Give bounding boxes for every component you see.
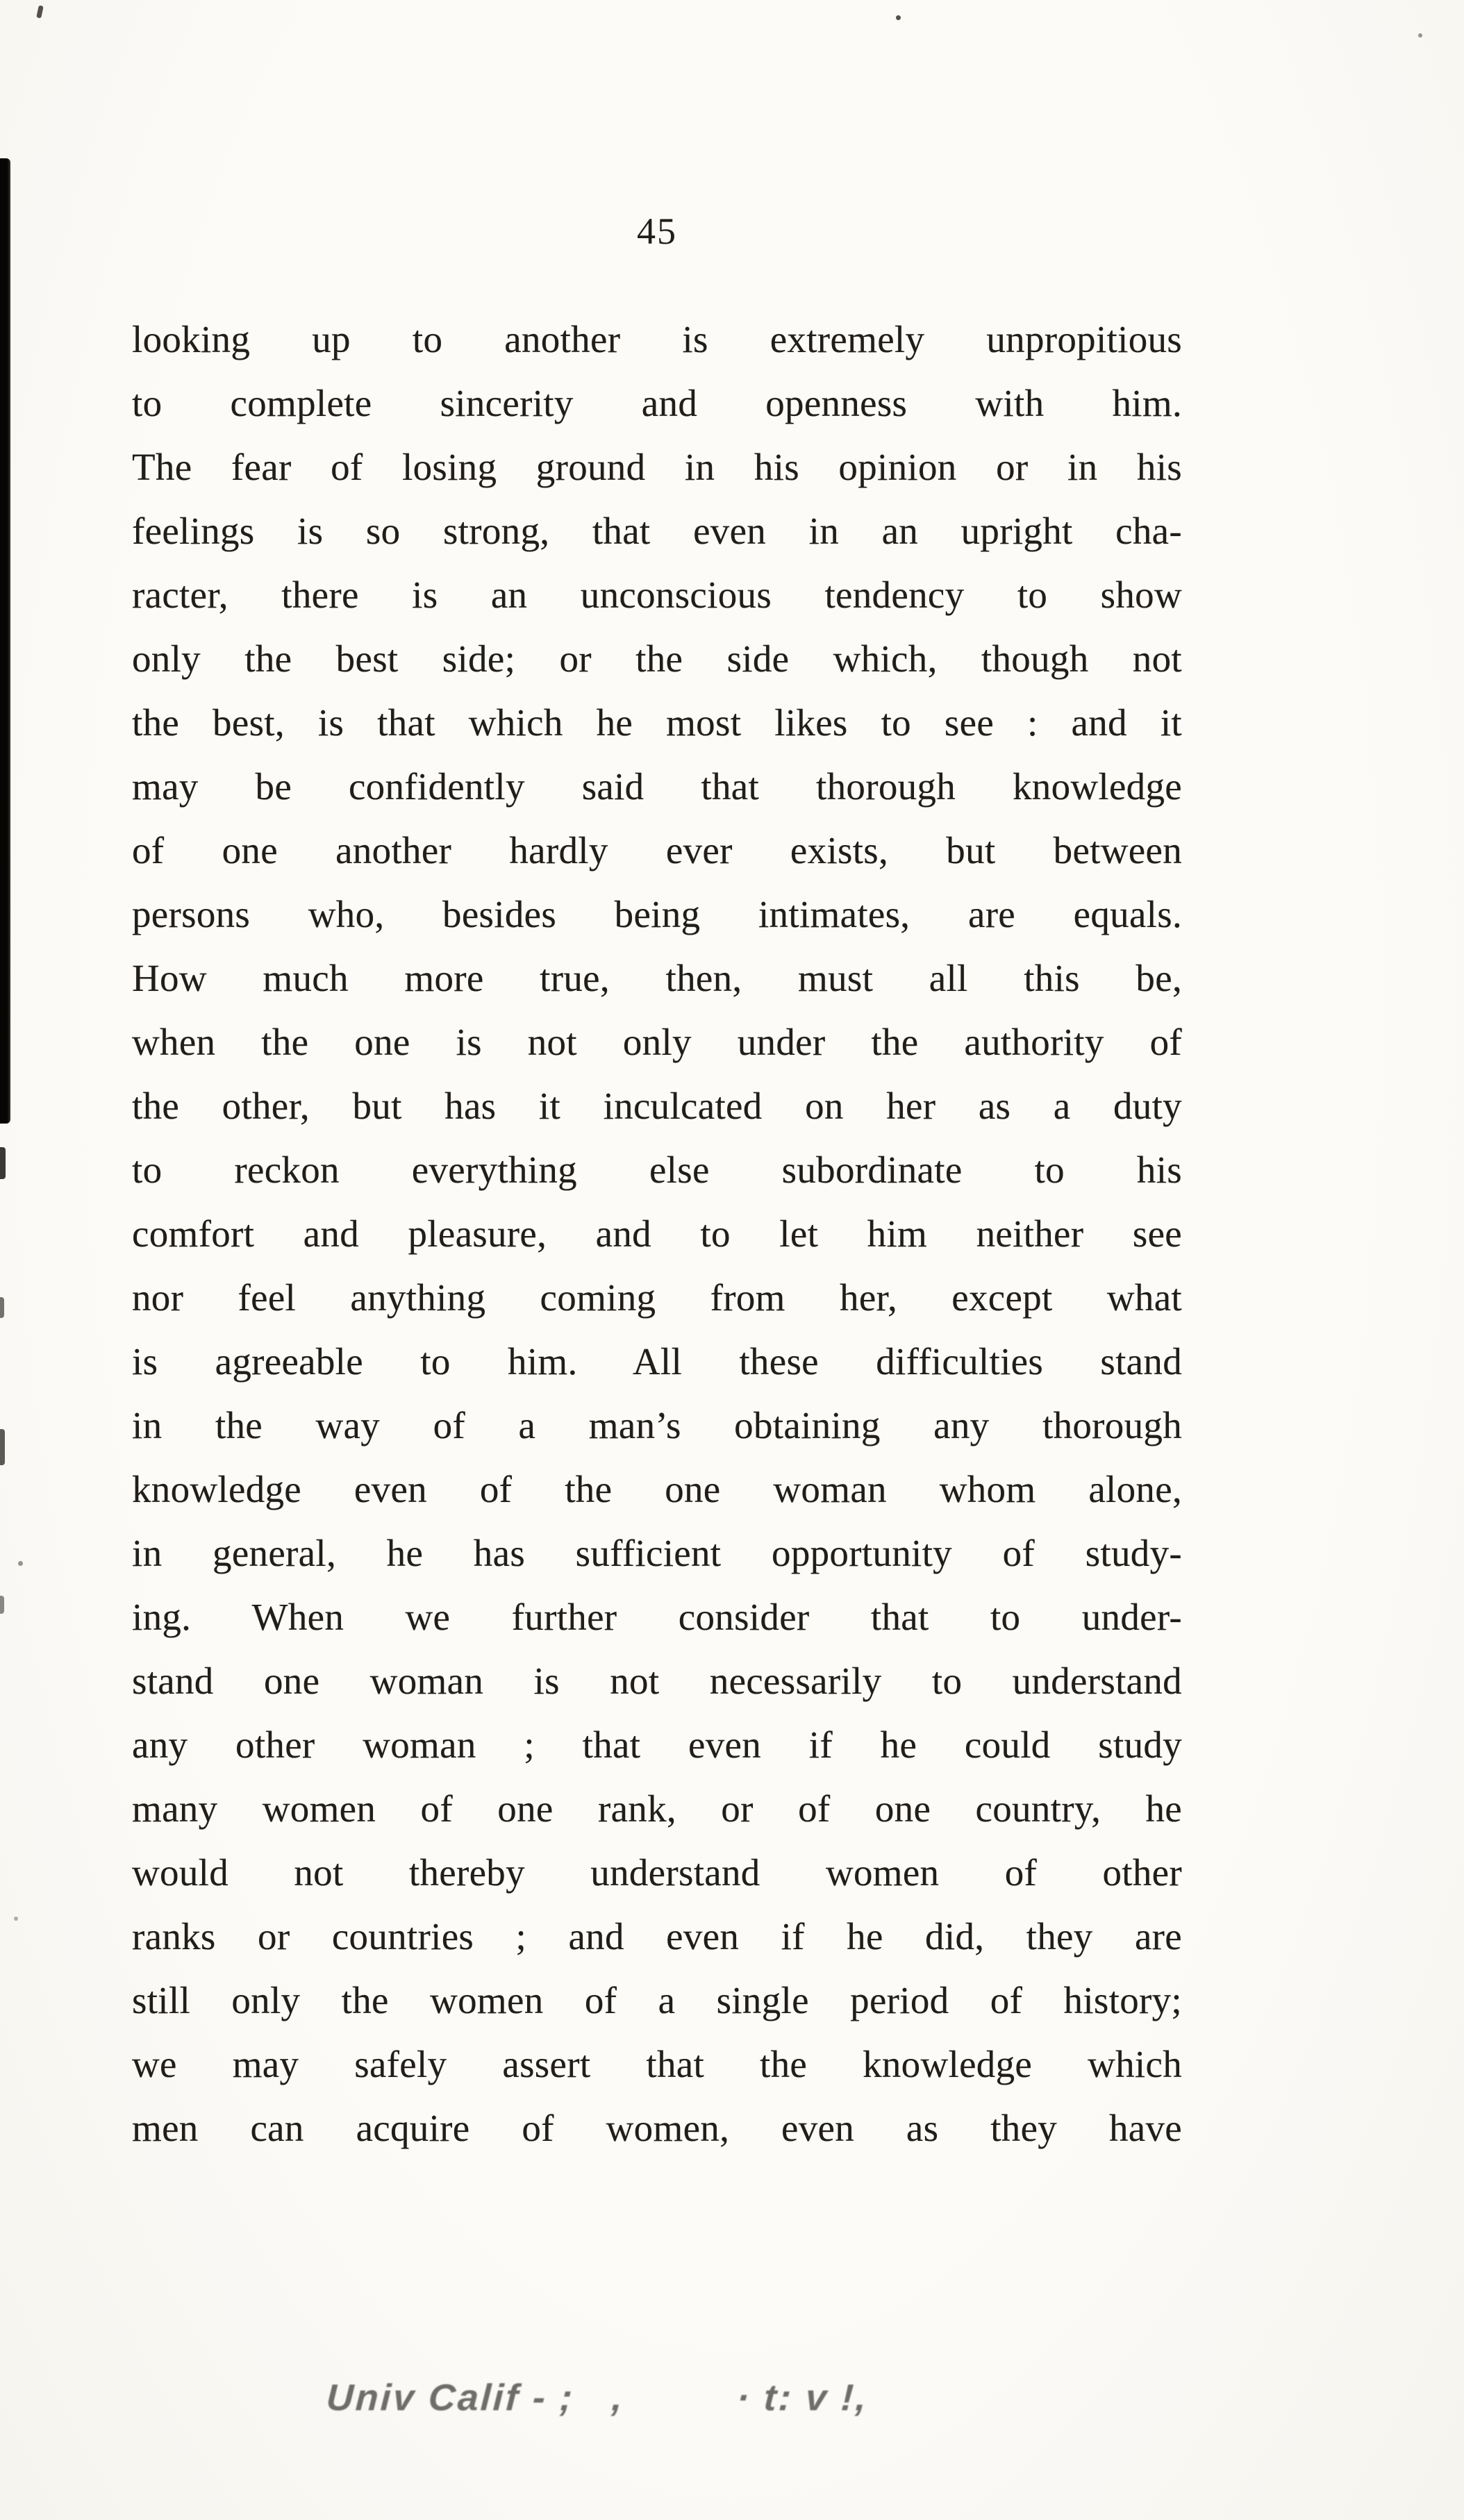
text-line: ranks or countries ; and even if he did, they are [132,1915,1182,1958]
body-text [132,308,1182,2160]
text-line: of one another hardly ever exists, but between [132,829,1182,871]
text-line: is agreeable to him. All these difficulties stand [132,1340,1182,1383]
text-line: racter, there is an unconscious tendency to show [132,574,1182,616]
scan-speck [36,5,44,18]
scan-speck [14,1917,18,1921]
text-line: persons who, besides being intimates, are equals. [132,893,1182,935]
text-line: stand one woman is not necessarily to understand [132,1660,1182,1702]
text-line: ing. When we further consider that to under- [132,1596,1182,1638]
text-line: only the best side; or the side which, though not [132,637,1182,680]
text-line: the best, is that which he most likes to see : and it [132,701,1182,744]
text-line: in general, he has sufficient opportunity of study- [132,1532,1182,1574]
scan-speck [1418,33,1422,37]
text-line: would not thereby understand women of other [132,1851,1182,1894]
scan-speck [896,15,901,20]
text-line: any other woman ; that even if he could study [132,1724,1182,1766]
text-line: The fear of losing ground in his opinion or in his [132,446,1182,488]
text-line: looking up to another is extremely unpropitious [132,318,1182,360]
binding-mark [0,1147,6,1179]
text-line: to complete sincerity and openness with him. [132,382,1182,424]
binding-shadow [0,158,10,1124]
page-number: 45 [637,210,677,252]
text-line: many women of one rank, or of one country, he [132,1787,1182,1830]
binding-mark [0,1297,4,1318]
binding-mark [0,1596,4,1614]
text-line: men can acquire of women, even as they have [132,2107,1182,2149]
text-line: still only the women of a single period of history; [132,1979,1182,2021]
scan-speck [18,1561,23,1566]
text-line: to reckon everything else subordinate to his [132,1149,1182,1191]
text-line: feelings is so strong, that even in an upright cha- [132,510,1182,552]
text-line: knowledge even of the one woman whom alone, [132,1468,1182,1510]
text-line: How much more true, then, must all this be, [132,957,1182,999]
text-line: we may safely assert that the knowledge which [132,2043,1182,2085]
text-line: when the one is not only under the authority of [132,1021,1182,1063]
text-line: in the way of a man’s obtaining any thorough [132,1404,1182,1446]
text-line: the other, but has it inculcated on her as a duty [132,1085,1182,1127]
text-line: may be confidently said that thorough knowledge [132,765,1182,808]
library-stamp: Univ Calif - ; , · t: v !, [325,2377,870,2419]
text-line: comfort and pleasure, and to let him neither see [132,1212,1182,1255]
text-line: nor feel anything coming from her, except what [132,1276,1182,1319]
binding-mark [0,1429,5,1465]
